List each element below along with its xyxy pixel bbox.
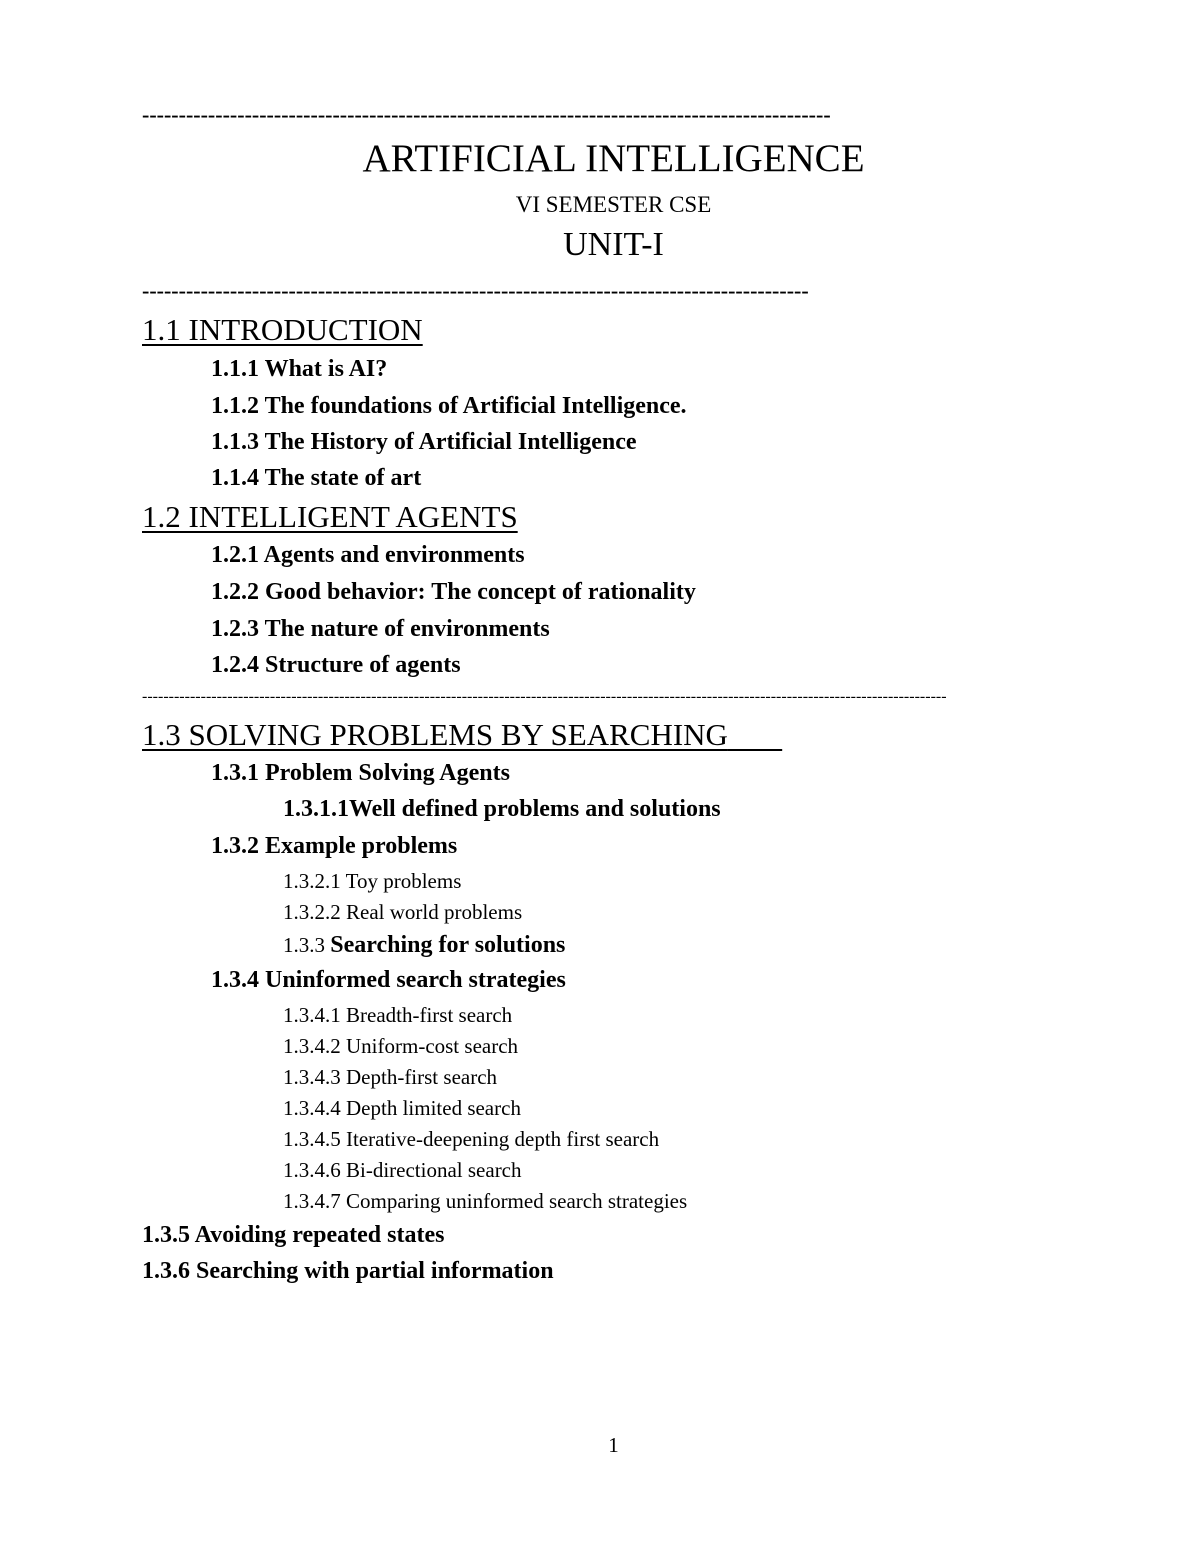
document-title: ARTIFICIAL INTELLIGENCE (362, 137, 865, 180)
toc-item: 1.3.5 Avoiding repeated states (142, 1222, 445, 1248)
toc-item: 1.3.4.4 Depth limited search (283, 1096, 521, 1120)
section-heading-underline-trail (728, 717, 782, 752)
toc-item: 1.1.3 The History of Artificial Intelligence (211, 429, 637, 455)
toc-item: 1.1.1 What is AI? (211, 356, 388, 382)
toc-item: 1.3.2.2 Real world problems (283, 900, 523, 924)
toc-item: 1.2.1 Agents and environments (211, 542, 525, 568)
toc-item: 1.3.4.6 Bi-directional search (283, 1158, 522, 1182)
toc-item: 1.3.4.2 Uniform-cost search (283, 1034, 519, 1058)
toc-item: 1.3.1.1Well defined problems and solutions (283, 796, 721, 822)
toc-item: 1.3.4.5 Iterative-deepening depth first search (283, 1127, 660, 1151)
toc-item: 1.2.4 Structure of agents (211, 652, 461, 678)
toc-item: 1.2.3 The nature of environments (211, 616, 550, 642)
toc-item (283, 932, 565, 959)
toc-item: 1.1.4 The state of art (211, 465, 422, 491)
toc-item: 1.3.6 Searching with partial information (142, 1258, 554, 1284)
header-bottom-rule: ------------------------------------------------------------------------------------------- (142, 278, 809, 303)
document-subtitle: VI SEMESTER CSE (515, 192, 712, 217)
section-heading-intelligent-agents: 1.2 INTELLIGENT AGENTS (142, 499, 518, 534)
page-number: 1 (608, 1433, 619, 1457)
toc-item: 1.1.2 The foundations of Artificial Intelligence. (211, 393, 687, 419)
toc-item: 1.3.4 Uninformed search strategies (211, 967, 566, 993)
toc-item-number: 1.3.3 (283, 933, 331, 957)
toc-item-text: Searching for solutions (330, 932, 566, 958)
unit-label: UNIT-I (563, 226, 664, 263)
toc-item: 1.3.4.1 Breadth-first search (283, 1003, 513, 1027)
toc-item: 1.3.4.7 Comparing uninformed search strategies (283, 1189, 688, 1213)
section-heading-text: 1.3 SOLVING PROBLEMS BY SEARCHING (142, 717, 728, 752)
section-heading-introduction: 1.1 INTRODUCTION (142, 312, 423, 347)
toc-item: 1.3.1 Problem Solving Agents (211, 760, 510, 786)
toc-item: 1.2.2 Good behavior: The concept of rationality (211, 579, 696, 605)
toc-item: 1.3.4.3 Depth-first search (283, 1065, 498, 1089)
section-heading-solving-problems (142, 717, 782, 753)
top-rule: ---------------------------------------------------------------------------------------------- (142, 102, 831, 127)
toc-item: 1.3.2 Example problems (211, 833, 458, 859)
section-divider: ------------------------------------------------------------------------------------------------------------------------------------------------------- (142, 688, 947, 705)
toc-item: 1.3.2.1 Toy problems (283, 869, 462, 893)
